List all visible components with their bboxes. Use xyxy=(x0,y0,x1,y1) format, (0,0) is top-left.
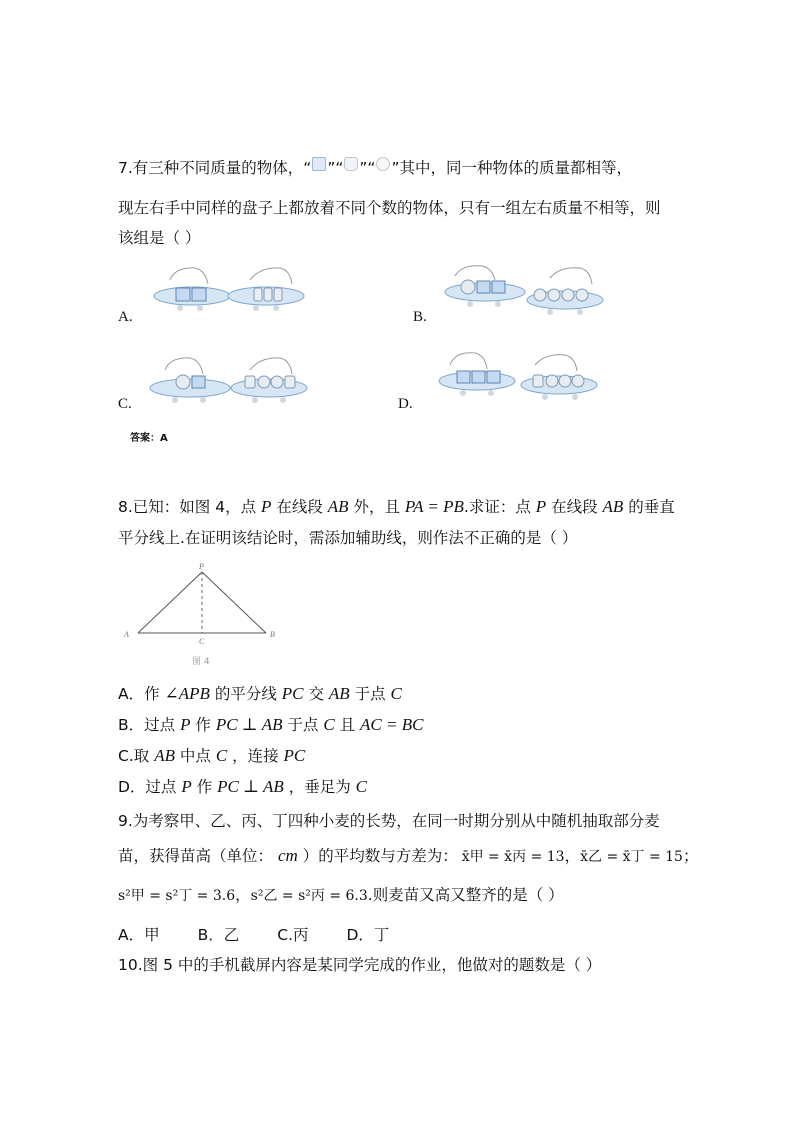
q8-b-p: P xyxy=(180,715,191,734)
q9-line3: s²甲 = s²丁 = 3.6，s²乙 = s²丙 = 6.3.则麦苗又高又整齐的是（ ） xyxy=(118,886,564,904)
q8-b-eq: AC = BC xyxy=(360,715,424,734)
q8-var-p2: P xyxy=(535,497,547,516)
q8-a-c: C xyxy=(390,684,402,703)
q9-mean2: x̄乙 = x̄丁 = 15 xyxy=(580,849,683,865)
q7-option-c-figure xyxy=(145,352,315,412)
q7-text-d: ”其中，同一种物体的质量都相等， xyxy=(391,159,632,177)
cylinder-icon xyxy=(344,157,358,171)
q7-line2: 现左右手中同样的盘子上都放着不同个数的物体，只有一组左右质量不相等，则 xyxy=(118,199,661,217)
q8-b-t4: 且 xyxy=(334,716,361,734)
q8-d-p: P xyxy=(181,777,192,796)
q9-choice-b: B．乙 xyxy=(197,926,240,944)
q8-option-c xyxy=(118,745,305,767)
q9-mean1: x̄甲 = x̄丙 = 13 xyxy=(461,849,565,865)
q7-text-b: ”“ xyxy=(327,159,344,177)
q7-option-d-label: D. xyxy=(398,396,413,412)
q8-c-t3: ，连接 xyxy=(227,747,284,765)
q8-text-d: .求证：点 xyxy=(463,498,536,516)
q8-a-pc: PC xyxy=(281,684,304,703)
q8-figure-label-p: P xyxy=(199,562,204,571)
q8-option-d xyxy=(118,776,367,798)
q7-option-a-label: A. xyxy=(118,309,133,325)
q8-var-ab2: AB xyxy=(602,497,624,516)
q9-var1: s²甲 = s²丁 = 3.6 xyxy=(118,888,236,904)
q9-text-tail: .则麦苗又高又整齐的是（ ） xyxy=(367,886,564,904)
q8-a-t1: A．作 xyxy=(118,685,165,703)
q8-figure-label-b: B xyxy=(270,630,275,639)
q7-line1 xyxy=(118,157,632,179)
q8-line2: 平分线上.在证明该结论时，需添加辅助线，则作法不正确的是（ ） xyxy=(118,529,578,547)
q8-var-p: P xyxy=(261,497,272,516)
q8-c-pc: PC xyxy=(283,746,306,765)
q8-d-t2: 作 xyxy=(191,778,218,796)
q8-c-t2: 中点 xyxy=(174,747,216,765)
q8-d-t1: D．过点 xyxy=(118,778,182,796)
q8-a-t2: 的平分线 xyxy=(209,685,282,703)
q8-text-a: 8.已知：如图 4，点 xyxy=(118,498,262,516)
q8-option-b xyxy=(118,714,423,736)
q8-d-perp: PC ⊥ AB xyxy=(217,777,284,796)
q8-figure-label-a: A xyxy=(124,630,129,639)
q7-answer: 答案：A xyxy=(130,433,168,444)
q8-b-t2: 作 xyxy=(190,716,216,734)
q9-choices xyxy=(118,924,427,946)
q8-var-ab: AB xyxy=(327,497,349,516)
q8-d-t3: ，垂足为 xyxy=(283,778,356,796)
q9-var2: s²乙 = s²丙 = 6.3 xyxy=(250,888,368,904)
q7-option-c-label: C. xyxy=(118,396,132,412)
q9-line1: 9.为考察甲、乙、丙、丁四种小麦的长势，在同一时期分别从中随机抽取部分麦 xyxy=(118,812,660,830)
ball-icon xyxy=(376,157,390,171)
q8-d-c: C xyxy=(355,777,367,796)
q8-b-c: C xyxy=(323,715,335,734)
q9-text-b: ）的平均数与方差为： xyxy=(297,847,458,865)
q8-figure-4 xyxy=(118,560,288,670)
q8-text-b: 在线段 xyxy=(271,498,328,516)
q8-b-t3: 于点 xyxy=(282,716,324,734)
q9-choice-a: A．甲 xyxy=(118,926,160,944)
q9-unit: cm xyxy=(277,846,298,865)
q8-text-c: 外，且 xyxy=(348,498,405,516)
q8-a-t3: 交 xyxy=(303,685,329,703)
q8-option-a xyxy=(118,683,402,705)
q8-a-ab: AB xyxy=(328,684,350,703)
q9-line2: 苗，获得苗高（单位： cm ）的平均数与方差为： x̄甲 = x̄丙 = 13，x̄乙 = x̄丁 = 15； xyxy=(118,846,699,865)
q8-figure-label-c: C xyxy=(199,637,205,646)
q7-option-d-figure xyxy=(435,345,605,405)
q9-choice-d: D．丁 xyxy=(346,926,390,944)
q8-text-f: 的垂直 xyxy=(623,498,675,516)
cube-icon xyxy=(312,157,326,171)
q8-eq: PA = PB xyxy=(404,497,464,516)
q8-line1 xyxy=(118,496,675,518)
q10-line1: 10.图 5 中的手机截屏内容是某同学完成的作业，他做对的题数是（ ） xyxy=(118,956,602,974)
q8-b-t1: B．过点 xyxy=(118,716,181,734)
q7-line3: 该组是（ ） xyxy=(118,229,201,247)
q8-b-perp: PC ⊥ AB xyxy=(215,715,283,734)
q7-option-b-label: B. xyxy=(413,309,427,325)
q8-c-c: C xyxy=(215,746,228,765)
q8-text-e: 在线段 xyxy=(546,498,603,516)
q8-a-t4: 于点 xyxy=(349,685,391,703)
q9-choice-c: C.丙 xyxy=(277,926,309,944)
q8-c-t1: C.取 xyxy=(118,747,155,765)
q8-c-ab: AB xyxy=(154,746,175,765)
q7-text-c: ”“ xyxy=(359,159,376,177)
q7-option-b-figure xyxy=(440,262,610,322)
q7-option-a-figure xyxy=(150,262,310,322)
q8-a-angle: ∠APB xyxy=(164,684,210,703)
q8-figure-caption: 图 4 xyxy=(192,657,210,667)
q9-text-a: 苗，获得苗高（单位： xyxy=(118,847,278,865)
q7-text-a: 7.有三种不同质量的物体，“ xyxy=(118,159,312,177)
